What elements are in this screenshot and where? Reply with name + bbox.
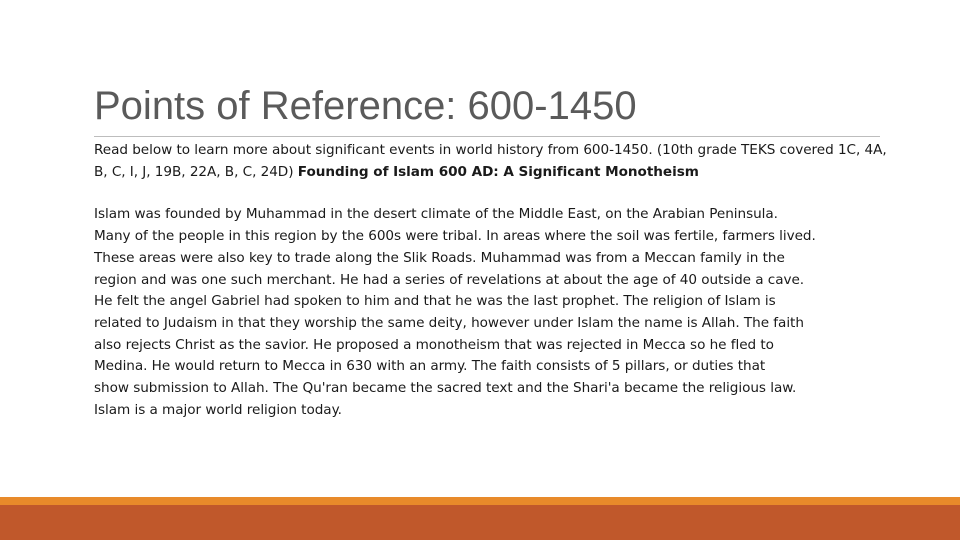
footer-accent-bar-light — [0, 497, 960, 505]
body-line: Medina. He would return to Mecca in 630 with an army. The faith consists of 5 pillars, or duties that — [94, 358, 766, 375]
body-line: related to Judaism in that they worship the same deity, however under Islam the name is Allah. The faith — [94, 314, 804, 331]
body-line: Many of the people in this region by the 600s were tribal. In areas where the soil was fertile, farmers lived. — [94, 228, 816, 245]
title-divider — [94, 136, 880, 137]
footer-accent-bar-dark — [0, 505, 960, 540]
body-line: Islam is a major world religion today. — [94, 401, 342, 418]
body-line: region and was one such merchant. He had a series of revelations at about the age of 40 outside a cave. — [94, 271, 805, 288]
body-line: also rejects Christ as the savior. He proposed a monotheism that was rejected in Mecca so he fled to — [94, 336, 774, 353]
intro-text: Read below to learn more about significant events in world history from 600-1450. (10th grade TEKS covered 1C, 4A, B, C, I, J, 19B, 22A, B, C, 24D) — [94, 142, 887, 180]
body-line: show submission to Allah. The Qu'ran became the sacred text and the Shari'a became the religious law. — [94, 380, 797, 397]
intro-paragraph — [94, 140, 894, 183]
body-line: These areas were also key to trade along the Slik Roads. Muhammad was from a Meccan family in the — [94, 249, 785, 266]
body-paragraph — [94, 204, 894, 421]
slide-body — [94, 140, 894, 421]
body-line: He felt the angel Gabriel had spoken to him and that he was the last prophet. The religion of Islam is — [94, 293, 776, 310]
section-heading: Founding of Islam 600 AD: A Significant Monotheism — [297, 163, 699, 180]
body-line: Islam was founded by Muhammad in the desert climate of the Middle East, on the Arabian Peninsula. — [94, 206, 778, 223]
slide-title: Points of Reference: 600-1450 — [94, 84, 637, 128]
